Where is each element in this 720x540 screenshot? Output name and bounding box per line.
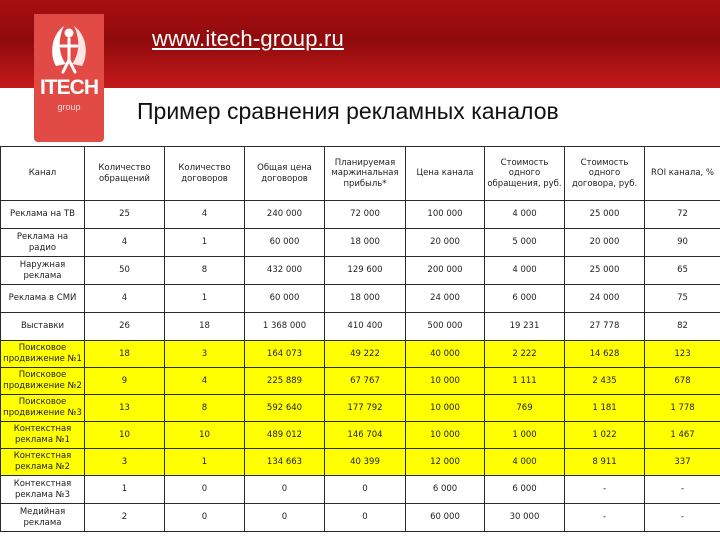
cell-contracts: 0 xyxy=(165,504,245,532)
cell-roi: 337 xyxy=(645,449,720,476)
cell-roi: 90 xyxy=(645,229,720,257)
cell-cost-per-contract: 25 000 xyxy=(565,257,645,285)
cell-cost-per-contract: 1 022 xyxy=(565,422,645,449)
cell-requests: 1 xyxy=(85,476,165,504)
cell-planned-margin: 67 767 xyxy=(325,368,406,395)
cell-planned-margin: 49 222 xyxy=(325,341,406,368)
cell-cost-per-contract: 24 000 xyxy=(565,285,645,313)
cell-cost-per-request: 4 000 xyxy=(485,257,565,285)
cell-channel-price: 10 000 xyxy=(406,368,485,395)
cell-planned-margin: 72 000 xyxy=(325,201,406,229)
header-requests: Количество обращений xyxy=(85,147,165,201)
cell-contracts: 3 xyxy=(165,341,245,368)
cell-planned-margin: 410 400 xyxy=(325,313,406,341)
table-row xyxy=(1,341,720,368)
cell-total-price: 0 xyxy=(245,476,325,504)
cell-channel-price: 12 000 xyxy=(406,449,485,476)
header-channel: Канал xyxy=(1,147,85,201)
header-cost-per-request: Стоимость одного обращения, руб. xyxy=(485,147,565,201)
cell-total-price: 0 xyxy=(245,504,325,532)
table-row xyxy=(1,257,720,285)
cell-roi: 1 778 xyxy=(645,395,720,422)
cell-channel-price: 200 000 xyxy=(406,257,485,285)
cell-total-price: 60 000 xyxy=(245,285,325,313)
cell-channel: Реклама на ТВ xyxy=(1,201,85,229)
cell-total-price: 225 889 xyxy=(245,368,325,395)
cell-requests: 50 xyxy=(85,257,165,285)
table-row xyxy=(1,422,720,449)
table-body xyxy=(1,201,720,532)
table-row xyxy=(1,313,720,341)
cell-cost-per-contract: - xyxy=(565,476,645,504)
cell-channel-price: 10 000 xyxy=(406,395,485,422)
cell-cost-per-request: 2 222 xyxy=(485,341,565,368)
cell-roi: - xyxy=(645,476,720,504)
cell-cost-per-contract: 8 911 xyxy=(565,449,645,476)
cell-roi: 123 xyxy=(645,341,720,368)
cell-cost-per-contract: 20 000 xyxy=(565,229,645,257)
cell-total-price: 60 000 xyxy=(245,229,325,257)
cell-contracts: 0 xyxy=(165,476,245,504)
cell-contracts: 18 xyxy=(165,313,245,341)
cell-channel-price: 40 000 xyxy=(406,341,485,368)
cell-channel: Контекстная реклама №2 xyxy=(1,449,85,476)
cell-cost-per-request: 4 000 xyxy=(485,449,565,476)
table-row xyxy=(1,504,720,532)
cell-planned-margin: 18 000 xyxy=(325,229,406,257)
cell-total-price: 432 000 xyxy=(245,257,325,285)
table-row xyxy=(1,229,720,257)
table-row xyxy=(1,395,720,422)
cell-cost-per-contract: 1 181 xyxy=(565,395,645,422)
cell-cost-per-request: 5 000 xyxy=(485,229,565,257)
header-cost-per-contract: Стоимость одного договора, руб. xyxy=(565,147,645,201)
page-title: Пример сравнения рекламных каналов xyxy=(137,98,559,124)
cell-cost-per-request: 1 111 xyxy=(485,368,565,395)
cell-requests: 25 xyxy=(85,201,165,229)
cell-channel: Поисковое продвижение №1 xyxy=(1,341,85,368)
table-header-row xyxy=(1,147,720,201)
site-url-link[interactable]: www.itech-group.ru xyxy=(152,26,344,51)
cell-contracts: 4 xyxy=(165,368,245,395)
cell-channel: Реклама в СМИ xyxy=(1,285,85,313)
cell-requests: 3 xyxy=(85,449,165,476)
cell-contracts: 1 xyxy=(165,449,245,476)
cell-contracts: 10 xyxy=(165,422,245,449)
logo-brand-text: ITECH xyxy=(40,76,98,99)
header-contracts: Количество договоров xyxy=(165,147,245,201)
header-total-price: Общая цена договоров xyxy=(245,147,325,201)
header-channel-price: Цена канала xyxy=(406,147,485,201)
cell-cost-per-request: 1 000 xyxy=(485,422,565,449)
cell-channel: Наружная реклама xyxy=(1,257,85,285)
cell-channel: Медийная реклама xyxy=(1,504,85,532)
cell-channel-price: 10 000 xyxy=(406,422,485,449)
cell-channel: Реклама на радио xyxy=(1,229,85,257)
cell-requests: 4 xyxy=(85,229,165,257)
cell-channel-price: 20 000 xyxy=(406,229,485,257)
cell-roi: 1 467 xyxy=(645,422,720,449)
cell-roi: 678 xyxy=(645,368,720,395)
cell-contracts: 8 xyxy=(165,395,245,422)
cell-cost-per-request: 769 xyxy=(485,395,565,422)
cell-cost-per-contract: - xyxy=(565,504,645,532)
cell-contracts: 1 xyxy=(165,285,245,313)
cell-channel-price: 500 000 xyxy=(406,313,485,341)
cell-channel-price: 6 000 xyxy=(406,476,485,504)
cell-requests: 9 xyxy=(85,368,165,395)
table-row xyxy=(1,449,720,476)
cell-channel: Контекстная реклама №3 xyxy=(1,476,85,504)
logo-sub-text: group xyxy=(57,102,81,112)
channel-comparison-table xyxy=(0,146,720,532)
table-row xyxy=(1,285,720,313)
cell-cost-per-request: 6 000 xyxy=(485,285,565,313)
cell-total-price: 489 012 xyxy=(245,422,325,449)
cell-cost-per-request: 19 231 xyxy=(485,313,565,341)
cell-planned-margin: 146 704 xyxy=(325,422,406,449)
cell-requests: 18 xyxy=(85,341,165,368)
cell-channel: Выставки xyxy=(1,313,85,341)
cell-cost-per-request: 6 000 xyxy=(485,476,565,504)
cell-total-price: 592 640 xyxy=(245,395,325,422)
cell-channel: Поисковое продвижение №3 xyxy=(1,395,85,422)
cell-cost-per-request: 30 000 xyxy=(485,504,565,532)
cell-roi: 82 xyxy=(645,313,720,341)
cell-requests: 26 xyxy=(85,313,165,341)
cell-roi: - xyxy=(645,504,720,532)
cell-planned-margin: 0 xyxy=(325,476,406,504)
cell-total-price: 164 073 xyxy=(245,341,325,368)
cell-requests: 10 xyxy=(85,422,165,449)
cell-requests: 13 xyxy=(85,395,165,422)
cell-requests: 2 xyxy=(85,504,165,532)
logo-figure-icon xyxy=(48,20,90,76)
header-band xyxy=(0,0,720,88)
table-row xyxy=(1,368,720,395)
cell-channel: Контекстная реклама №1 xyxy=(1,422,85,449)
cell-channel-price: 60 000 xyxy=(406,504,485,532)
table-row xyxy=(1,476,720,504)
cell-cost-per-contract: 2 435 xyxy=(565,368,645,395)
cell-total-price: 1 368 000 xyxy=(245,313,325,341)
cell-contracts: 4 xyxy=(165,201,245,229)
cell-planned-margin: 129 600 xyxy=(325,257,406,285)
cell-channel-price: 100 000 xyxy=(406,201,485,229)
header-planned-margin: Планируемая маржинальная прибыль* xyxy=(325,147,406,201)
cell-channel: Поисковое продвижение №2 xyxy=(1,368,85,395)
cell-total-price: 240 000 xyxy=(245,201,325,229)
cell-total-price: 134 663 xyxy=(245,449,325,476)
cell-cost-per-contract: 14 628 xyxy=(565,341,645,368)
cell-cost-per-request: 4 000 xyxy=(485,201,565,229)
cell-contracts: 8 xyxy=(165,257,245,285)
cell-contracts: 1 xyxy=(165,229,245,257)
table-row xyxy=(1,201,720,229)
cell-roi: 75 xyxy=(645,285,720,313)
cell-planned-margin: 177 792 xyxy=(325,395,406,422)
cell-cost-per-contract: 25 000 xyxy=(565,201,645,229)
cell-cost-per-contract: 27 778 xyxy=(565,313,645,341)
cell-roi: 72 xyxy=(645,201,720,229)
cell-channel-price: 24 000 xyxy=(406,285,485,313)
cell-planned-margin: 0 xyxy=(325,504,406,532)
cell-planned-margin: 18 000 xyxy=(325,285,406,313)
cell-roi: 65 xyxy=(645,257,720,285)
company-logo xyxy=(34,14,104,142)
cell-planned-margin: 40 399 xyxy=(325,449,406,476)
header-roi: ROI канала, % xyxy=(645,147,720,201)
cell-requests: 4 xyxy=(85,285,165,313)
